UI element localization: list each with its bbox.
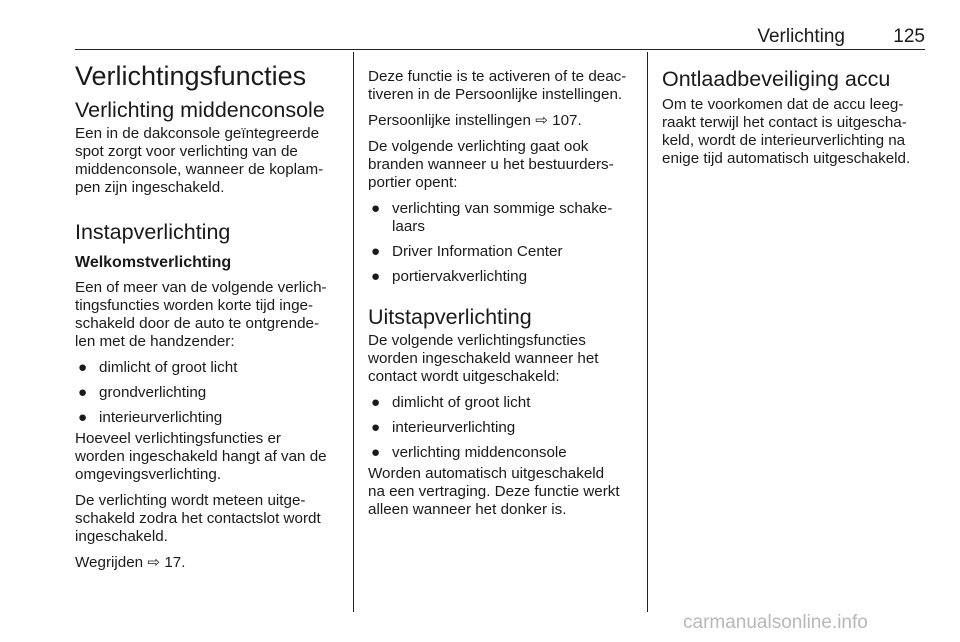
text-line: raakt terwijl het contact is uitgescha- <box>662 114 907 131</box>
column-3 <box>662 60 932 176</box>
text-line: contact wordt uitgeschakeld: <box>368 368 560 385</box>
reference-text: Persoonlijke instellingen <box>368 112 531 129</box>
column-divider-2 <box>647 52 648 612</box>
section-title: Verlichtingsfuncties <box>75 61 307 91</box>
list-item <box>368 419 636 437</box>
bullet-icon: ● <box>371 419 381 436</box>
text-line: enige tijd automatisch uitgeschakeld. <box>662 150 911 167</box>
text-line: Om te voorkomen dat de accu leeg- <box>662 96 904 113</box>
text-line: Een in de dakconsole geïntegreerde <box>75 125 320 142</box>
list-item-text: portiervakverlichting <box>392 268 528 285</box>
arrow-right-icon: ⇨ <box>535 112 548 129</box>
text-line: alleen wanneer het donker is. <box>368 501 567 518</box>
text-line: pen zijn ingeschakeld. <box>75 179 225 196</box>
list-item-text: dimlicht of groot licht <box>99 359 238 376</box>
paragraph-door-open <box>368 138 636 192</box>
subsection-title-entry-lighting: Instapverlichting <box>75 220 231 244</box>
paragraph-battery <box>662 96 932 168</box>
list-item <box>75 409 343 427</box>
text-line: schakeld zodra het contactslot wordt <box>75 510 321 527</box>
text-line: De volgende verlichting gaat ook <box>368 138 589 155</box>
text-line: Deze functie is te activeren of te deac- <box>368 68 627 85</box>
bullet-icon: ● <box>78 384 88 401</box>
column-2 <box>368 60 636 527</box>
column-divider-1 <box>353 52 354 612</box>
text-line: omgevingsverlichting. <box>75 466 222 483</box>
text-line: De volgende verlichtingsfuncties <box>368 332 586 349</box>
text-line: branden wanneer u het bestuurders- <box>368 156 614 173</box>
text-line: De verlichting wordt meteen uitge- <box>75 492 306 509</box>
bullet-icon: ● <box>371 243 381 260</box>
reference-page: 107. <box>552 112 582 129</box>
sub-subsection-title-welcome-lighting: Welkomstverlichting <box>75 254 232 271</box>
text-line: keld, wordt de interieurverlichting na <box>662 132 906 149</box>
text-line: tiveren in de Persoonlijke instellingen. <box>368 86 623 103</box>
paragraph-ambient <box>75 430 343 484</box>
text-line: worden ingeschakeld wanneer het <box>368 350 599 367</box>
header-divider <box>75 49 925 50</box>
list-item-text: interieurverlichting <box>392 419 516 436</box>
column-1 <box>75 60 343 580</box>
list-item-text: verlichting van sommige schake- <box>392 200 613 217</box>
paragraph-auto-off <box>368 465 636 519</box>
subsection-title-middle-console: Verlichting middenconsole <box>75 98 325 122</box>
text-line: schakeld door de auto te ontgrende- <box>75 315 320 332</box>
bullet-icon: ● <box>78 359 88 376</box>
text-line: middenconsole, wanneer de koplam- <box>75 161 324 178</box>
text-line: tingsfuncties worden korte tijd inge- <box>75 297 314 314</box>
list-item <box>368 243 636 261</box>
bullet-icon: ● <box>371 444 381 461</box>
list-item-text: interieurverlichting <box>99 409 223 426</box>
watermark: carmanualsonline.info <box>683 612 868 633</box>
text-line: Worden automatisch uitgeschakeld <box>368 465 605 482</box>
text-line: Hoeveel verlichtingsfuncties er <box>75 430 281 447</box>
text-line: ingeschakeld. <box>75 528 168 545</box>
text-line: len met de handzender: <box>75 333 235 350</box>
text-line: portier opent: <box>368 174 458 191</box>
paragraph-middle-console <box>75 125 343 197</box>
header-title: Verlichting <box>757 26 845 47</box>
paragraph-ignition <box>75 492 343 546</box>
bullet-icon: ● <box>371 200 381 217</box>
text-line: spot zorgt voor verlichting van de <box>75 143 298 160</box>
subsection-title-exit-lighting: Uitstapverlichting <box>368 305 532 329</box>
subsection-title-battery-protection: Ontlaadbeveiliging accu <box>662 67 891 91</box>
cross-reference-driving[interactable] <box>75 554 343 572</box>
bullet-icon: ● <box>78 409 88 426</box>
paragraph-exit <box>368 332 636 386</box>
paragraph-activation <box>368 68 636 104</box>
list-item <box>75 359 343 377</box>
text-line: na een vertraging. Deze functie werkt <box>368 483 620 500</box>
bullet-icon: ● <box>371 268 381 285</box>
list-item <box>368 394 636 412</box>
list-item <box>368 444 636 462</box>
list-item <box>368 200 636 236</box>
text-line: Een of meer van de volgende verlich- <box>75 279 327 296</box>
list-item-text: Driver Information Center <box>392 243 563 260</box>
page-number: 125 <box>893 26 925 47</box>
list-item-text: verlichting middenconsole <box>392 444 567 461</box>
list-item-text: grondverlichting <box>99 384 207 401</box>
text-line: worden ingeschakeld hangt af van de <box>75 448 327 465</box>
reference-text: Wegrijden <box>75 554 144 571</box>
arrow-right-icon: ⇨ <box>147 554 161 571</box>
list-item-text: dimlicht of groot licht <box>392 394 531 411</box>
bullet-icon: ● <box>371 394 381 411</box>
list-item-text: laars <box>392 218 425 235</box>
paragraph-welcome <box>75 279 343 351</box>
cross-reference-personal-settings[interactable] <box>368 112 636 130</box>
reference-page: 17. <box>164 554 186 571</box>
list-item <box>368 268 636 286</box>
list-item <box>75 384 343 402</box>
